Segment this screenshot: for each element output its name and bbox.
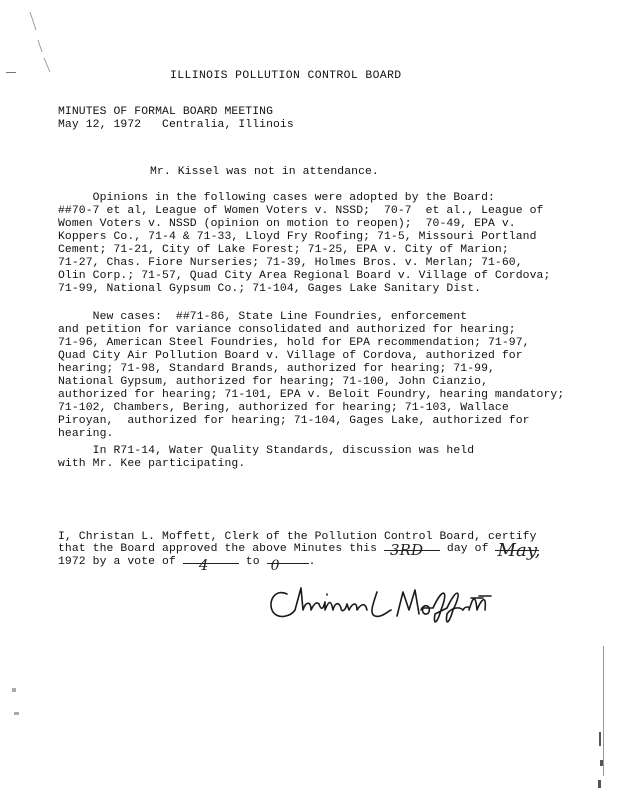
clerk-signature: [265, 580, 545, 630]
new-cases-line: New cases: ##71-86, State Line Foundries, enforcement: [58, 311, 468, 323]
meeting-date-place: May 12, 1972 Centralia, Illinois: [58, 119, 294, 131]
water-quality-line: In R71-14, Water Quality Standards, discussion was held: [58, 445, 475, 457]
new-cases-line: authorized for hearing; 71-101, EPA v. Beloit Foundry, hearing mandatory;: [58, 389, 565, 401]
approval-day-handwritten: 3RD: [389, 541, 424, 559]
scan-speck: [12, 688, 16, 692]
opinions-line: Koppers Co., 71-4 & 71-33, Lloyd Fry Roofing; 71-5, Missouri Portland: [58, 231, 537, 243]
new-cases-line: Piroyan, authorized for hearing; 71-104, Gages Lake, authorized for: [58, 415, 530, 427]
opinions-line: Opinions in the following cases were adopted by the Board:: [58, 192, 495, 204]
vote-for-handwritten: 4: [198, 556, 209, 574]
water-quality-line: with Mr. Kee participating.: [58, 458, 246, 470]
certification-text: that the Board approved the above Minutes this: [58, 543, 384, 555]
vote-against-blank: [267, 558, 309, 574]
vote-for-blank: [183, 556, 239, 574]
scan-speck: [599, 732, 601, 746]
certification-text: day of: [439, 543, 496, 555]
certification-text: .: [308, 556, 316, 568]
scan-speck: [598, 780, 601, 788]
vote-against-handwritten: 0: [270, 558, 280, 574]
scan-speck: [6, 72, 16, 73]
board-title: ILLINOIS POLLUTION CONTROL BOARD: [170, 70, 402, 82]
opinions-line: ##70-7 et al, League of Women Voters v. NSSD; 70-7 et al., League of: [58, 205, 544, 217]
opinions-line: Olin Corp.; 71-57, Quad City Area Regional Board v. Village of Cordova;: [58, 270, 551, 282]
attendance-note: Mr. Kissel was not in attendance.: [150, 166, 379, 178]
water-quality-paragraph: [58, 445, 583, 471]
certification-line-2: [58, 540, 541, 561]
opinions-line: Women Voters v. NSSD (opinion on motion to reopen); 70-49, EPA v.: [58, 218, 516, 230]
new-cases-line: 71-102, Chambers, Bering, authorized for hearing; 71-103, Wallace: [58, 402, 509, 414]
approval-month-handwritten: May,: [497, 540, 541, 561]
new-cases-line: and petition for variance consolidated and authorized for hearing;: [58, 324, 516, 336]
new-cases-paragraph: [58, 311, 583, 441]
scan-edge-line: [603, 646, 604, 776]
opinions-paragraph: [58, 192, 583, 296]
scan-speck: [600, 760, 603, 766]
new-cases-line: 71-96, American Steel Foundries, hold for EPA recommendation; 71-97,: [58, 337, 530, 349]
certification-text: to: [238, 556, 267, 568]
new-cases-line: hearing.: [58, 428, 114, 440]
opinions-line: 71-27, Chas. Fiore Nurseries; 71-39, Holmes Bros. v. Merlan; 71-60,: [58, 257, 523, 269]
certification-line-1: I, Christan L. Moffett, Clerk of the Pollution Control Board, certify: [58, 531, 537, 543]
scan-mark: [28, 10, 58, 80]
certification-line-3: [58, 556, 316, 574]
meeting-title: MINUTES OF FORMAL BOARD MEETING: [58, 106, 274, 118]
new-cases-line: hearing; 71-98, Standard Brands, authorized for hearing; 71-99,: [58, 363, 495, 375]
scan-speck: [14, 712, 19, 715]
approval-month-blank: [495, 540, 541, 561]
new-cases-line: National Gypsum, authorized for hearing; 71-100, John Cianzio,: [58, 376, 489, 388]
new-cases-line: Quad City Air Pollution Board v. Village of Cordova, authorized for: [58, 350, 523, 362]
opinions-line: Cement; 71-21, City of Lake Forest; 71-25, EPA v. City of Marion;: [58, 244, 509, 256]
certification-text: 1972 by a vote of: [58, 556, 183, 568]
approval-day-blank: [384, 541, 440, 559]
opinions-line: 71-99, National Gypsum Co.; 71-104, Gages Lake Sanitary Dist.: [58, 283, 482, 295]
